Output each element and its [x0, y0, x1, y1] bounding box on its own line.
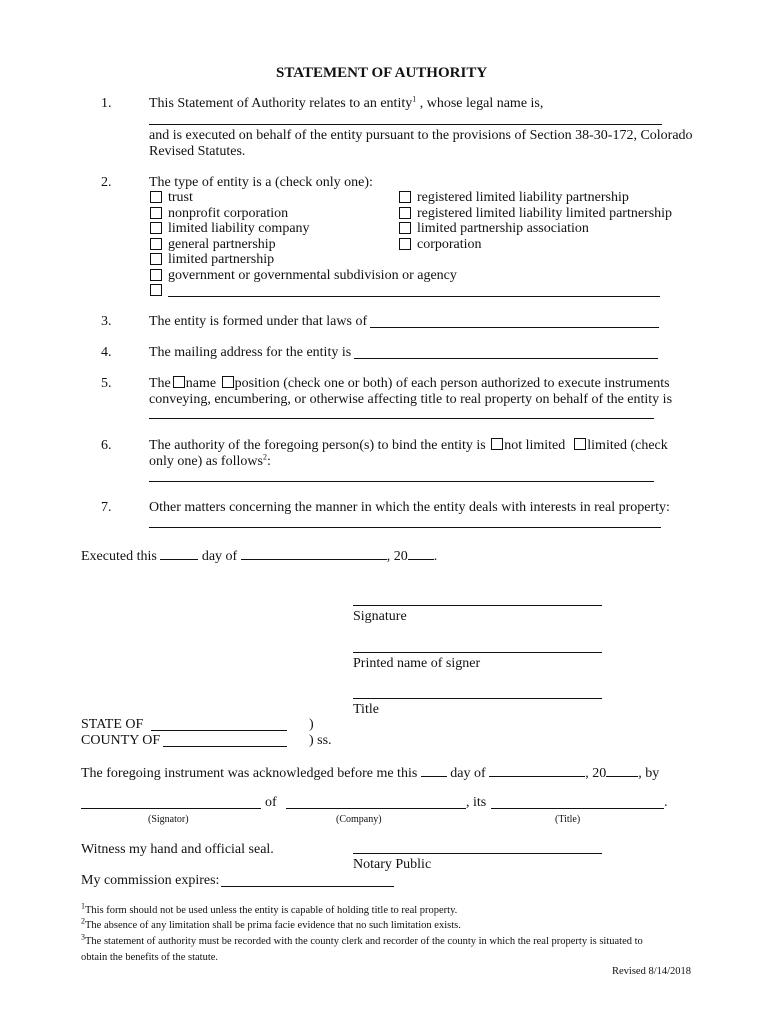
other-entity-type-field[interactable] — [168, 296, 660, 297]
signator-caption: (Signator) — [148, 814, 189, 825]
option-lpa: limited partnership association — [417, 221, 589, 236]
item5-name-label: name — [185, 376, 217, 391]
executed-month-field[interactable] — [241, 547, 387, 560]
item1-line2: and is executed on behalf of the entity pursuant to the provisions of Section 38-30-172, Colorado — [149, 128, 693, 143]
footnote-3 — [81, 932, 643, 947]
footnote-ref-1: 1 — [412, 94, 417, 104]
witness-text: Witness my hand and official seal. — [81, 842, 274, 857]
executed-text: Executed this — [81, 549, 157, 564]
ack-by: , by — [638, 766, 660, 781]
checkbox-nonprofit-corporation[interactable] — [150, 207, 162, 219]
item1-line3: Revised Statutes. — [149, 144, 246, 159]
item4-text: The mailing address for the entity is — [149, 345, 352, 360]
ack-of: of — [265, 795, 277, 810]
option-corporation: corporation — [417, 237, 482, 252]
checkbox-limited[interactable] — [574, 438, 586, 450]
footnote-3-continued: obtain the benefits of the statute. — [81, 952, 219, 963]
limitation-field[interactable] — [149, 481, 654, 482]
option-rllp: registered limited liability partnership — [417, 190, 629, 205]
notary-signature-field[interactable] — [353, 853, 602, 854]
ack-month-field[interactable] — [489, 764, 585, 777]
company-field[interactable] — [286, 808, 466, 809]
executed-year-prefix: , 20 — [386, 549, 408, 564]
signature-field[interactable] — [353, 605, 602, 606]
ack-day-of: day of — [450, 766, 486, 781]
ack-year-field[interactable] — [606, 764, 638, 777]
state-label: STATE OF — [81, 717, 144, 732]
footnote-3-marker: 3 — [81, 932, 85, 942]
county-label: COUNTY OF — [81, 733, 161, 748]
checkbox-general-partnership[interactable] — [150, 238, 162, 250]
option-llc: limited liability company — [168, 221, 310, 236]
item-number-6: 6. — [101, 438, 112, 453]
checkbox-name[interactable] — [173, 376, 185, 388]
option-nonprofit-corporation: nonprofit corporation — [168, 206, 289, 221]
checkbox-limited-partnership[interactable] — [150, 253, 162, 265]
item6-colon: : — [266, 454, 271, 469]
checkbox-lpa[interactable] — [399, 222, 411, 234]
item1-text-b: , whose legal name is, — [416, 96, 544, 111]
option-trust: trust — [168, 190, 193, 205]
item1-text-a: This Statement of Authority relates to an entity — [149, 96, 413, 111]
checkbox-rlllp[interactable] — [399, 207, 411, 219]
title-field[interactable] — [353, 698, 602, 699]
item3-text: The entity is formed under that laws of — [149, 314, 368, 329]
item-number-7: 7. — [101, 500, 112, 515]
item-number-5: 5. — [101, 376, 112, 391]
checkbox-other[interactable] — [150, 284, 162, 296]
ack-day-field[interactable] — [421, 764, 447, 777]
ack-text: The foregoing instrument was acknowledged before me this — [81, 766, 418, 781]
county-field[interactable] — [163, 746, 287, 747]
footnote-2-text: The absence of any limitation shall be prima facie evidence that no such limitation exists. — [85, 920, 461, 931]
legal-name-field[interactable] — [149, 124, 662, 125]
other-matters-field[interactable] — [149, 527, 661, 528]
ack-title-field[interactable] — [491, 808, 664, 809]
state-field[interactable] — [151, 730, 287, 731]
title-caption: (Title) — [555, 814, 581, 825]
title-label: Title — [353, 702, 379, 717]
option-rlllp: registered limited liability limited partnership — [417, 206, 673, 221]
item6-not-limited-label: not limited — [504, 438, 566, 453]
footnote-1 — [81, 901, 458, 916]
footnote-2-marker: 2 — [81, 916, 85, 926]
executed-year-field[interactable] — [408, 547, 434, 560]
item5-position-label: position (check one or both) of each person authorized to execute instruments — [234, 376, 670, 391]
checkbox-corporation[interactable] — [399, 238, 411, 250]
venue-ss: ) ss. — [309, 733, 332, 748]
item6-line1 — [149, 438, 668, 454]
printed-name-field[interactable] — [353, 652, 602, 653]
checkbox-not-limited[interactable] — [491, 438, 503, 450]
item5-line1 — [149, 376, 670, 392]
item-number-3: 3. — [101, 314, 112, 329]
ack-its: , its — [466, 795, 487, 810]
commission-label: My commission expires: — [81, 873, 220, 888]
mailing-address-field[interactable] — [354, 358, 658, 359]
item-number-1: 1. — [101, 96, 112, 111]
option-limited-partnership: limited partnership — [168, 252, 275, 267]
formation-laws-field[interactable] — [370, 327, 659, 328]
ack-year-prefix: , 20 — [585, 766, 607, 781]
executed-period: . — [433, 549, 438, 564]
executed-day-of: day of — [201, 549, 238, 564]
checkbox-trust[interactable] — [150, 191, 162, 203]
signature-label: Signature — [353, 609, 407, 624]
footnote-1-marker: 1 — [81, 901, 85, 911]
venue-paren: ) — [309, 717, 314, 732]
item2-intro: The type of entity is a (check only one): — [149, 175, 373, 190]
item7-text: Other matters concerning the manner in which the entity deals with interests in real property: — [149, 500, 670, 515]
item1-text — [149, 96, 543, 112]
notary-public-label: Notary Public — [353, 857, 432, 872]
checkbox-llc[interactable] — [150, 222, 162, 234]
ack-line1 — [81, 764, 659, 782]
page-title: STATEMENT OF AUTHORITY — [276, 65, 488, 81]
item-number-2: 2. — [101, 175, 112, 190]
executed-line — [81, 547, 437, 565]
printed-name-label: Printed name of signer — [353, 656, 481, 671]
footnote-2 — [81, 916, 461, 931]
item6-text: The authority of the foregoing person(s) to bind the entity is — [149, 438, 486, 453]
item5-the: The — [149, 376, 171, 391]
checkbox-position[interactable] — [222, 376, 234, 388]
item5-line2: conveying, encumbering, or otherwise affecting title to real property on behalf of the entity is — [149, 392, 673, 407]
commission-field[interactable] — [221, 886, 394, 887]
footnote-1-text: This form should not be used unless the entity is capable of holding title to real property. — [85, 905, 458, 916]
option-general-partnership: general partnership — [168, 237, 276, 252]
footnote-ref-2: 2 — [262, 452, 267, 462]
item6-line2-text: only one) as follows — [149, 454, 263, 469]
executed-day-field[interactable] — [160, 547, 198, 560]
item6-line2 — [149, 454, 271, 470]
checkbox-government[interactable] — [150, 269, 162, 281]
revised-date: Revised 8/14/2018 — [612, 966, 692, 977]
option-government: government or governmental subdivision or agency — [168, 268, 457, 283]
company-caption: (Company) — [336, 814, 382, 825]
item6-limited-label: limited (check — [587, 438, 668, 453]
authorized-person-field[interactable] — [149, 418, 654, 419]
ack-period: . — [664, 795, 668, 810]
signator-field[interactable] — [81, 808, 261, 809]
item-number-4: 4. — [101, 345, 112, 360]
footnote-3-text: The statement of authority must be recorded with the county clerk and recorder of the county in which the real property is situated to — [85, 936, 643, 947]
checkbox-rllp[interactable] — [399, 191, 411, 203]
